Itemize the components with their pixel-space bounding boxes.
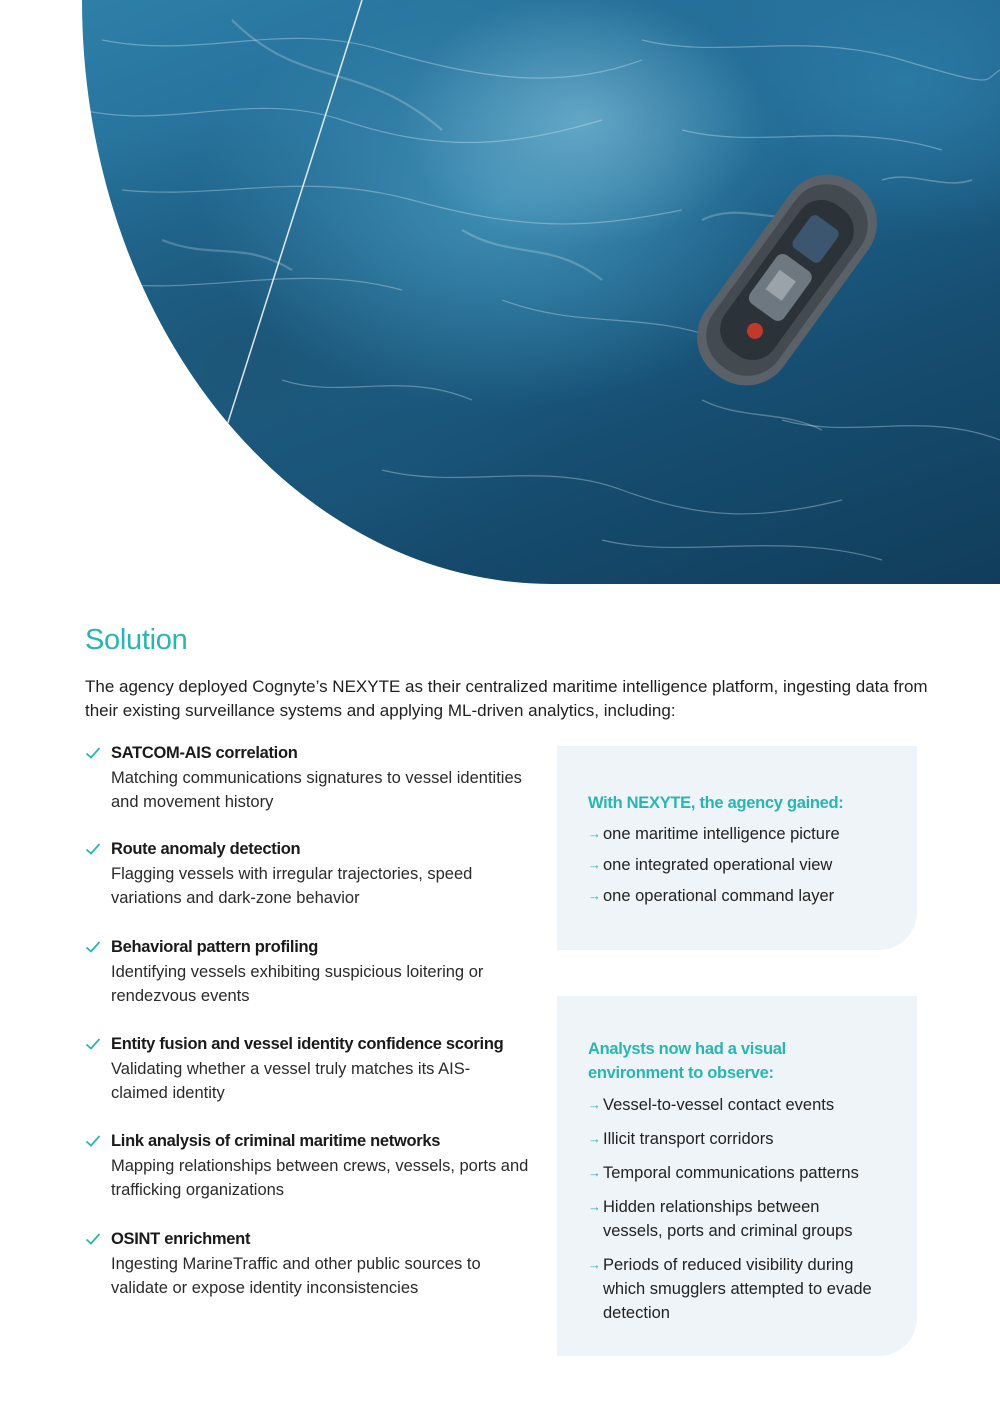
arrow-right-icon: →: [588, 857, 601, 872]
feature-title: Route anomaly detection: [111, 840, 301, 858]
gains-card: [557, 746, 917, 950]
feature-description: Identifying vessels exhibiting suspicious loitering or rendezvous events: [111, 963, 484, 1005]
list-item: → Hidden relationships between vessels, ports and criminal groups: [588, 1195, 863, 1243]
feature-description: Mapping relationships between crews, vessels, ports and trafficking organizations: [111, 1157, 529, 1199]
list-item: → one integrated operational view: [588, 853, 888, 877]
arrow-right-icon: →: [588, 1199, 601, 1214]
feature-title: OSINT enrichment: [111, 1230, 251, 1248]
check-icon: [85, 1232, 101, 1246]
arrow-right-icon: →: [588, 1131, 601, 1146]
check-icon: [85, 940, 101, 954]
list-item: → Vessel-to-vessel contact events: [588, 1093, 888, 1117]
list-item: → one maritime intelligence picture: [588, 822, 888, 846]
gains-list: [588, 822, 888, 908]
analysts-list: [588, 1093, 888, 1325]
check-icon: [85, 746, 101, 760]
feature-description: Flagging vessels with irregular trajectories, speed variations and dark-zone behavior: [111, 865, 473, 907]
arrow-right-icon: →: [588, 888, 601, 903]
intro-paragraph: The agency deployed Cognyte’s NEXYTE as their centralized maritime intelligence platform, ingesting data from their existing surveillance systems and applying ML-driven analytics, including:: [85, 677, 928, 720]
list-item: → Temporal communications patterns: [588, 1161, 888, 1185]
arrow-right-icon: →: [588, 1257, 601, 1272]
arrow-right-icon: →: [588, 1165, 601, 1180]
feature-title: Behavioral pattern profiling: [111, 938, 319, 956]
list-item: → Periods of reduced visibility during which smugglers attempted to evade detection: [588, 1253, 893, 1325]
list-item: → Illicit transport corridors: [588, 1127, 888, 1151]
analysts-card-title: Analysts now had a visual environment to observe:: [588, 1040, 786, 1082]
section-heading: Solution: [85, 624, 188, 656]
arrow-right-icon: →: [588, 826, 601, 841]
check-icon: [85, 1037, 101, 1051]
arrow-right-icon: →: [588, 1097, 601, 1112]
feature-description: Ingesting MarineTraffic and other public sources to validate or expose identity inconsistencies: [111, 1255, 481, 1297]
check-icon: [85, 1134, 101, 1148]
feature-title: Entity fusion and vessel identity confidence scoring: [111, 1035, 504, 1053]
analysts-card: [557, 996, 917, 1356]
feature-title: SATCOM-AIS correlation: [111, 744, 298, 762]
feature-description: Validating whether a vessel truly matches its AIS-claimed identity: [111, 1060, 471, 1102]
gains-card-title: With NEXYTE, the agency gained:: [588, 794, 844, 812]
check-icon: [85, 842, 101, 856]
feature-description: Matching communications signatures to vessel identities and movement history: [111, 769, 522, 811]
list-item: → one operational command layer: [588, 884, 888, 908]
feature-title: Link analysis of criminal maritime networks: [111, 1132, 441, 1150]
